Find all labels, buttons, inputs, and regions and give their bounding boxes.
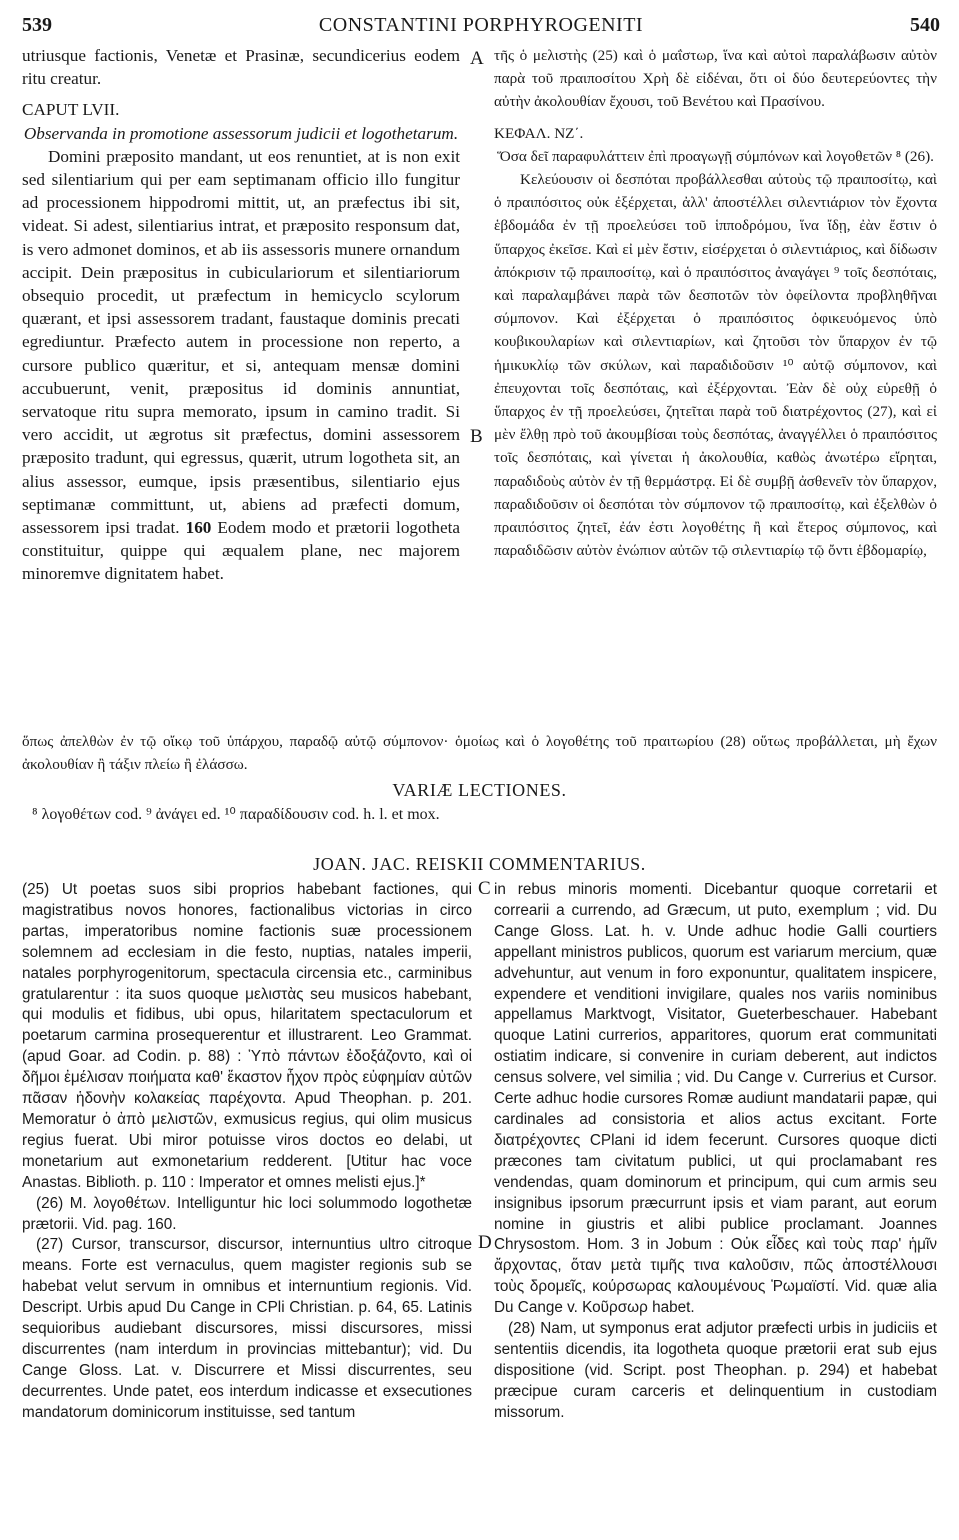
- running-title: CONSTANTINI PORPHYROGENITI: [318, 14, 644, 36]
- margin-marker-b: B: [470, 426, 483, 447]
- greek-body: Κελεύουσιν οἱ δεσπόται προβάλλεσθαι αὐτοὺς τῷ πραιποσίτῳ, καὶ ὁ πραιπόσιτος οὐκ ἐξέρχεται, ἀλλ' ἀποστέλλει σιλεντιάριον τὸν ἔχοντα ἑβδομάδα ἐν τῇ προελεύσει τοῦ ἱπποδρόμου, ἵνα ἴδῃ, ἐὰν ἔστιν ὁ ὕπαρχος ἐκεῖσε. Καὶ εἰ μὲν ἔστιν, εἰσέρχεται ὁ σιλεντιάριος, καὶ δίδωσιν ἀπόκρισιν τῷ πραιποσίτῳ, καὶ ὁ πραιπόσιτος ἀναγάγει ⁹ τοῖς δεσπόταις, καὶ παραλαμβάνει παρὰ τῶν δεσποτῶν τὸν ὀφείλοντα προβληθῆναι σύμπονον. Καὶ ἐξέρχεται ὁ πραιπόσιτος ὀφικευόμενος ὑπὸ κουβικουλαρίων καὶ σιλεντιαρίων, καὶ ζητοῦσι τὸν ὕπαρχον ἐν τῷ ἡμικυκλίῳ τῶν σκύλων, καὶ παραδιδοῦσιν ¹⁰ αὐτῷ σύμπονον, καὶ ἐπευχονται τοῖς δεσπόταις, καὶ ἐξέρχονται. Ἐὰν δὲ οὐχ εὑρεθῇ ὁ ὕπαρχος ἐν τῇ προελεύσει, ζητεῖται παρὰ τοῦ διατρέχοντος (27), καὶ εἰ μὲν ἔλθῃ πρὸ τοῦ ἀκουμβίσαι τοὺς δεσπότας, ἀναγγέλλει ὁ πραιπόσιτος τοῖς δεσπόταις, καὶ γίνεται ἡ ἀκολουθία, καθὼς ἀνωτέρω εἴρηται, παραδιδοὺς αὐτὸν ἐν τῇ θερμάστρᾳ. Εἰ δὲ συμβῇ ἀσθενεῖν τὸν ὕπαρχον, παραδιδοῦσιν οἱ δεσπόται τὸν σύμπονον τῷ πραιποσίτῳ, καὶ ἐξελθὼν ὁ πραιπόσιτος ζητεῖ, ἐάν ἐστι λογοθέτης ἢ καὶ ἕτερος σύμπονος, καὶ παραδιδῶσιν αὐτὸν ἐνώπιον αὐτῶν τῷ σιλεντιαρίῳ τῷ ὄντι ἑβδομαρίῳ,: [494, 171, 937, 560]
- latin-intro: utriusque factionis, Venetæ et Prasinæ, secundicerius eodem ritu creatur.: [22, 46, 460, 89]
- latin-caput-title: Observanda in promotione assessorum judicii et logothetarum.: [23, 123, 459, 143]
- margin-marker-c: C: [478, 878, 491, 899]
- page-number-right: 540: [910, 14, 940, 36]
- page-number-left: 539: [22, 14, 52, 36]
- margin-marker-a: A: [470, 48, 484, 69]
- greek-intro: τῆς ὁ μελιστὴς (25) καὶ ὁ μαΐστωρ, ἵνα καὶ αὐτοὶ παραλάβωσιν αὐτὸν παρὰ τοῦ πραιποσίτου Χρὴ δὲ εἰδέναι, ὅτι οἱ δύο δευτερεύοντες τὴν αὐτὴν ἀκολουθίαν ἔχουσι, τοῦ Βενέτου καὶ Πρασίνου.: [494, 47, 937, 111]
- latin-body-text: Domini præposito mandant, ut eos renuntiet, at is non exit sed silentiarium qui per eam septimanam officio illo fungitur ad processionem hippodromi mittit, ut, an præfectus ibi sit, videat. Si adest, silentiarius intrat, et præposito responsum dat, is vero admonet dominos, et ab iis assessoris munere ornandum accipit. Dein præpositus in cubiculariorum et silentiariorum obsequio procedit, ut præfectum in hemicyclo scylorum quærant, et ipsi assessorem tradant, faustaque dominis precati egrediuntur. Præfecto autem in processione non reperto, a cursore publico quæritur, et si, antequam mensæ domini accubuerunt, venit, præpositus id dominis annuntiat, servatoque ritu supra memorato, ipsum in camino tradit. Si vero accidit, ut ægrotus sit præfectus, domini assessorem præposito tradunt, qui egressus, quærit, utrum logotheta sit, an alius assessor, eumque, ipsis præsentibus, silentiario ejus septimanæ committunt, ut, abiens ad præfecti domum, assessorem ipsi tradat.: [22, 146, 460, 538]
- latin-body-text-end: Eodem modo et prætorii logotheta constituitur, quippe qui æqualem plane, nec majorem minoremve dignitatem habet.: [22, 518, 460, 584]
- commentary-note-28: (28) Nam, ut symponus erat adjutor præfecti urbis in judiciis et sententiis dicendis, ita logotheta quoque prætorii erat sub ejus dispositione (vid. Script. post Theophan. p. 294) et habebat præcipue curam carceris et delinquentium in custodiam missorum.: [494, 1320, 937, 1421]
- margin-marker-d: D: [478, 1232, 492, 1253]
- latin-column: [22, 44, 460, 586]
- variae-heading: VARIÆ LECTIONES.: [392, 780, 567, 800]
- latin-caput-number: CAPUT LVII.: [22, 100, 120, 120]
- page-reference: 160: [185, 518, 212, 538]
- commentary-right-column: [494, 880, 937, 1424]
- greek-continuation-text: ὅπως ἀπελθὼν ἐν τῷ οἴκῳ τοῦ ὑπάρχου, παραδῷ αὐτῷ σύμπονον· ὁμοίως καὶ ὁ λογοθέτης τοῦ πραιτωρίου (28) οὕτως προβάλλεται, μὴ ἔχων ἀκολουθίαν ἢ τάξιν πλείω ἢ ἐλάσσω.: [22, 733, 937, 773]
- commentary-note-27-continued: in rebus minoris momenti. Dicebantur quoque corretarii et correarii a currendo, ad Græcum, ut puto, exemplum ; vid. Du Cange Gloss. Lat. h. v. Unde adhuc hodie Galli courtiers appellant ministros publicos, quorum est variarum mercium, quæ advehuntur, aut venum in foro exponuntur, qualitatem inspicere, expendere et venditioni invigilare, quales nos variis nominibus appellamus Marktvogt, Visitator, Gueterbeschauer. Habebant quoque Latini currerios, apparitores, quorum erat communitati ostiatim indicare, si convenire in curiam deberent, aut indictos census solvere, vel similia ; vid. Du Cange v. Currerius et Cursor. Certe adhuc hodie cursores Romæ audiunt mandatarii papæ, qui cardinales ad consistoria et alios actus excitant. Forte διατρέχοντες CPlani id idem fecerunt. Cursores quoque dicti præcones tam civitatum publici, ut qui proclamabant res vendendas, quam dominorum et principum, qui cum armis seu insignibus ipsorum præcurrunt ipsis et viam parant, aut eorum nomine in giustris et alibi publice proclamant. Joannes Chrysostom. Hom. 3 in Jobum : Οὐκ εἶδες καὶ τοὺς παρ' ἡμῖν ἄρχοντας, ὅταν μετὰ τιμῆς τινα καλοῦσιν, πῶς ἀποστέλλουσι τοὺς δρομεῖς, κούρσωρας καλουμένους Ῥωμαϊστί. Vid. quæ alia Du Cange v. Κοῦρσωρ habet.: [494, 881, 937, 1317]
- greek-column: [494, 44, 937, 562]
- commentary-heading: JOAN. JAC. REISKII COMMENTARIUS.: [313, 854, 646, 874]
- commentary-left-column: [22, 880, 472, 1424]
- greek-kefalaion-title: Ὅσα δεῖ παραφυλάττειν ἐπὶ προαγωγῇ σύμπόνων καὶ λογοθετῶν ⁸ (26).: [497, 147, 934, 165]
- greek-kefalaion: ΚΕΦΑΛ. ΝΖ΄.: [494, 124, 584, 142]
- variae-lectiones-line: ⁸ λογοθέτων cod. ⁹ ἀνάγει ed. ¹⁰ παραδίδουσιν cod. h. l. et mox.: [32, 806, 440, 823]
- latin-paragraph: [22, 145, 460, 586]
- commentary-note-25: (25) Ut poetas suos sibi proprios habebant factiones, qui magistratibus novos honores, factionalibus victorias in circo partas, imperatoribus nomine factionis suæ processionem solemnem ad ecclesiam in die festo, nuptias, natales imperii, natales porphyrogenitorum, spectacula circensia etc., carminibus gratularentur : ita suos quoque μελιστὰς seu musicos habebant, qui modulis et fidibus, ubi opus, hilaritatem spectaculorum et poetarum carmina prosequerentur et illustrarent. Leo Grammat. (apud Goar. ad Codin. p. 88) : Ὑπὸ πάντων ἐδοξάζοντο, καὶ οἱ δῆμοι ἐμέλισαν ποιήματα καθ' ἕκαστον ἦχον πρὸς εὐφημίαν αὐτῶν πᾶσαν ἡδονὴν κολακείας παρέχοντα. Apud Theophan. p. 201. Memoratur ὁ ἀπὸ μελιστῶν, exmusicus regius, qui olim musicus regius fuerat. Ubi miror potuisse viros doctos eo delabi, ut monetarium aut exmonetarium redderent. [Utitur hac voce Anastas. Biblioth. p. 110 : Imperator et omnes melisti ejus.]*: [22, 881, 472, 1191]
- running-header: [22, 14, 940, 40]
- commentary-note-26: (26) M. λογοθέτων. Intelliguntur hic loci solummodo logothetæ prætorii. Vid. pag. 160.: [22, 1194, 472, 1233]
- greek-continuation: [22, 730, 937, 776]
- commentary-note-27: (27) Cursor, transcursor, discursor, internuntius ultro citroque means. Forte est vernaculus, quem magister regionis sub se habebat velut servum in omnibus et internuntium regionis. Vid. Descript. Urbis apud Du Cange in CPli Christian. p. 64, 65. Latinis sequioribus audiebant discursores, missi discursores, missi discurrentes (nam interdum in provincias mittebantur); vid. Du Cange Gloss. Lat. v. Discurrere et Missi discurrentes, seu decurrentes. Unde patet, eos interdum indicasse et exsecutiones mandatorum dominicorum instituisse, sed tantum: [22, 1236, 472, 1421]
